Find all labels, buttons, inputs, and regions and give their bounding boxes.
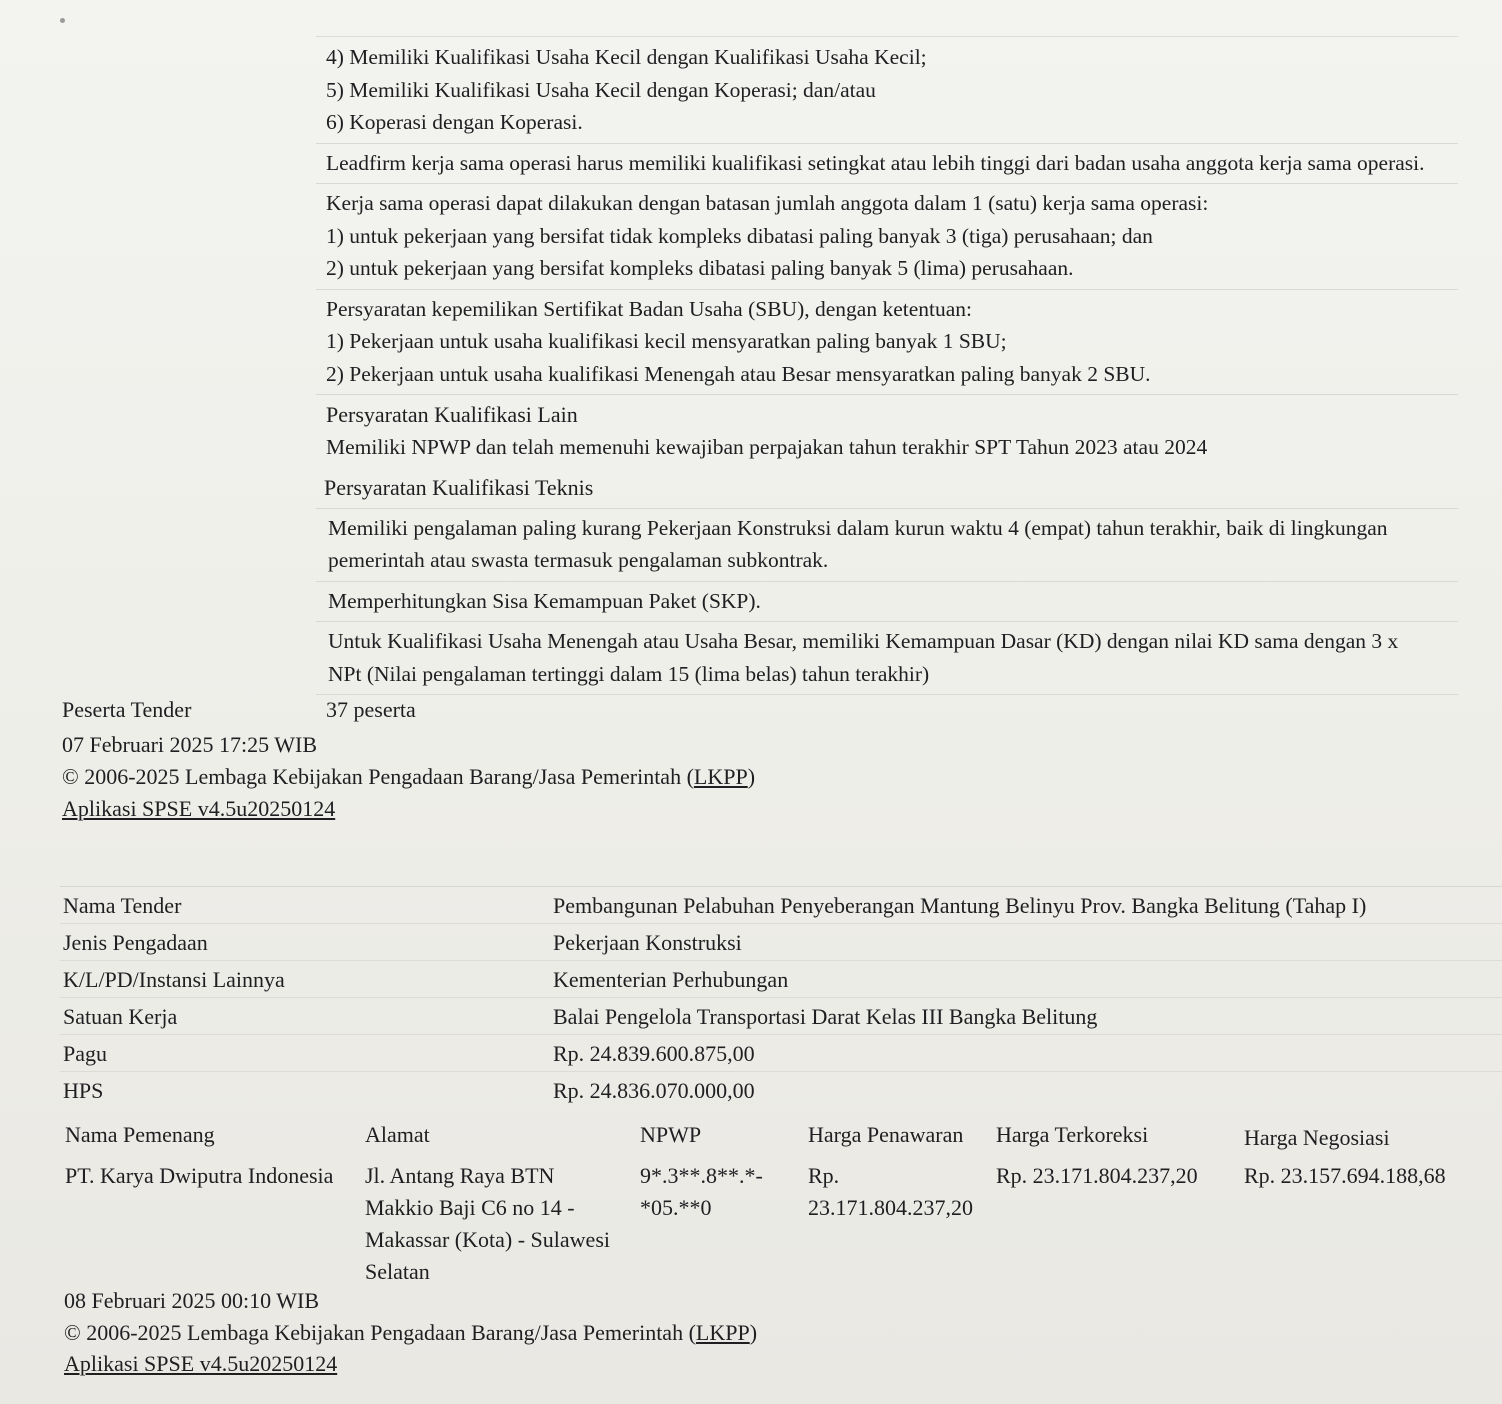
peserta-value: 37 peserta: [326, 697, 416, 722]
tender-key: Jenis Pengadaan: [63, 930, 208, 955]
leadfirm-text: Leadfirm kerja sama operasi harus memiliki kualifikasi setingkat atau lebih tinggi dari badan usaha anggota kerja sama operasi.: [326, 150, 1425, 175]
pengalaman-cell: [316, 509, 1458, 582]
app-version-link-1[interactable]: Aplikasi SPSE v4.5u20250124: [62, 796, 336, 821]
page-dot: [60, 18, 65, 23]
tender-key: Nama Tender: [63, 893, 182, 918]
header-harga-negosiasi: Harga Negosiasi: [1244, 1125, 1390, 1150]
address-line: Makassar (Kota) - Sulawesi: [365, 1227, 610, 1252]
tender-row: [60, 1072, 1502, 1109]
kualifikasi-teknis-header: [316, 468, 1458, 509]
sbu-item-1: 1) Pekerjaan untuk usaha kualifikasi kecil mensyaratkan paling banyak 1 SBU;: [326, 329, 1007, 353]
kd-cell: [316, 622, 1458, 695]
winner-address: [362, 1160, 640, 1288]
peserta-label: Peserta Tender: [62, 697, 192, 722]
copyright-2-text: © 2006-2025 Lembaga Kebijakan Pengadaan Barang/Jasa Pemerintah (: [64, 1320, 696, 1345]
winner-data-row: [60, 1160, 1502, 1288]
jso-item-4: 4) Memiliki Kualifikasi Usaha Kecil dengan Kualifikasi Usaha Kecil;: [326, 45, 927, 69]
winner-harga-terkoreksi: Rp. 23.171.804.237,20: [996, 1163, 1198, 1188]
kso-intro: Kerja sama operasi dapat dilakukan dengan batasan jumlah anggota dalam 1 (satu) kerja sama operasi:: [326, 191, 1209, 215]
lkpp-link-1[interactable]: LKPP: [693, 764, 748, 789]
tender-value: Kementerian Perhubungan: [553, 967, 789, 992]
copyright-2: [64, 1317, 757, 1349]
tender-row: [60, 961, 1502, 998]
copyright-1-text: © 2006-2025 Lembaga Kebijakan Pengadaan Barang/Jasa Pemerintah (: [62, 764, 694, 789]
winner-table: [60, 1117, 1502, 1288]
leadfirm-cell: [316, 144, 1458, 185]
jso-list-cell: [316, 37, 1458, 144]
kualifikasi-lain-label: Persyaratan Kualifikasi Lain: [326, 402, 578, 427]
kualifikasi-lain-cell: [316, 395, 1458, 468]
sbu-item-2: 2) Pekerjaan untuk usaha kualifikasi Menengah atau Besar mensyaratkan paling banyak 2 SBU.: [326, 361, 1151, 386]
header-harga-terkoreksi: Harga Terkoreksi: [996, 1122, 1149, 1147]
address-line: Selatan: [365, 1259, 430, 1284]
header-harga-penawaran: Harga Penawaran: [808, 1122, 964, 1147]
tender-key: Satuan Kerja: [63, 1004, 178, 1029]
kualifikasi-teknis-label: Persyaratan Kualifikasi Teknis: [324, 474, 594, 500]
tender-row: [60, 998, 1502, 1035]
timestamp-1: 07 Februari 2025 17:25 WIB: [62, 732, 318, 757]
address-line: Makkio Baji C6 no 14 -: [365, 1195, 575, 1220]
kualifikasi-lain-text: Memiliki NPWP dan telah memenuhi kewajiban perpajakan tahun terakhir SPT Tahun 2023 atau 2024: [326, 435, 1208, 459]
winner-name: PT. Karya Dwiputra Indonesia: [65, 1163, 334, 1188]
requirements-table: [316, 36, 1458, 695]
tender-value: Rp. 24.836.070.000,00: [553, 1078, 755, 1103]
tender-detail-table: [60, 886, 1502, 1109]
pengalaman-text: Memiliki pengalaman paling kurang Pekerjaan Konstruksi dalam kurun waktu 4 (empat) tahun terakhir, baik di lingkungan pemerintah atau swasta termasuk pengalaman subkontrak.: [328, 515, 1388, 572]
kd-text: Untuk Kualifikasi Usaha Menengah atau Usaha Besar, memiliki Kemampuan Dasar (KD) dengan nilai KD sama dengan 3 x NPt (Nilai pengalaman tertinggi dalam 15 (lima belas) tahun terakhir): [328, 629, 1399, 686]
kso-item-2: 2) untuk pekerjaan yang bersifat kompleks dibatasi paling banyak 5 (lima) perusahaan.: [326, 256, 1074, 280]
tender-row: [60, 887, 1502, 924]
tender-key: HPS: [63, 1078, 104, 1103]
sbu-cell: [316, 290, 1458, 396]
tender-key: K/L/PD/Instansi Lainnya: [63, 967, 285, 992]
tender-row: [60, 924, 1502, 961]
lkpp-link-2[interactable]: LKPP: [695, 1320, 750, 1345]
winner-npwp: [640, 1160, 808, 1288]
tender-value: Pembangunan Pelabuhan Penyeberangan Mantung Belinyu Prov. Bangka Belitung (Tahap I): [553, 893, 1367, 918]
copyright-1-suffix: ): [747, 764, 756, 789]
jso-item-6: 6) Koperasi dengan Koperasi.: [326, 110, 583, 134]
tender-key: Pagu: [63, 1041, 107, 1066]
npwp-line: *05.**0: [640, 1195, 712, 1220]
header-nama-pemenang: Nama Pemenang: [65, 1122, 215, 1147]
app-version-link-2[interactable]: Aplikasi SPSE v4.5u20250124: [64, 1351, 338, 1376]
skp-text: Memperhitungkan Sisa Kemampuan Paket (SKP).: [328, 588, 761, 613]
sbu-intro: Persyaratan kepemilikan Sertifikat Badan Usaha (SBU), dengan ketentuan:: [326, 296, 972, 321]
harga-penawaran-line: Rp.: [808, 1163, 840, 1188]
npwp-line: 9*.3**.8**.*-: [640, 1163, 763, 1188]
kso-limit-cell: [316, 184, 1458, 290]
header-alamat: Alamat: [365, 1122, 430, 1147]
tender-value: Rp. 24.839.600.875,00: [553, 1041, 755, 1066]
skp-cell: [316, 582, 1458, 623]
winner-header-row: [60, 1117, 1502, 1154]
jso-item-5: 5) Memiliki Kualifikasi Usaha Kecil dengan Koperasi; dan/atau: [326, 77, 876, 102]
timestamp-2: 08 Februari 2025 00:10 WIB: [64, 1288, 320, 1313]
kso-item-1: 1) untuk pekerjaan yang bersifat tidak kompleks dibatasi paling banyak 3 (tiga) perusahaan; dan: [326, 223, 1153, 248]
winner-harga-penawaran: [808, 1160, 996, 1288]
copyright-2-suffix: ): [749, 1320, 758, 1345]
harga-penawaran-line: 23.171.804.237,20: [808, 1195, 973, 1220]
tender-value: Pekerjaan Konstruksi: [553, 930, 742, 955]
copyright-1: [62, 761, 755, 793]
header-npwp: NPWP: [640, 1122, 702, 1147]
tender-value: Balai Pengelola Transportasi Darat Kelas III Bangka Belitung: [553, 1004, 1098, 1029]
tender-row: [60, 1035, 1502, 1072]
address-line: Jl. Antang Raya BTN: [365, 1163, 555, 1188]
winner-harga-negosiasi: Rp. 23.157.694.188,68: [1244, 1163, 1446, 1188]
